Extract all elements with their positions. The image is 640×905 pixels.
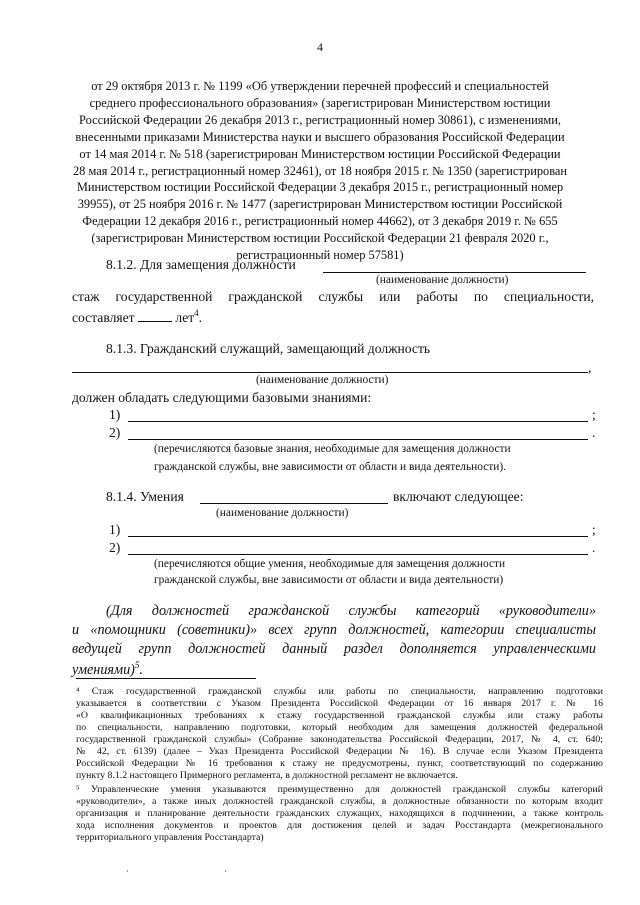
experience-period: . [198,310,203,325]
footnote-4-line: № 42, ст. 6139) (далее – Указ Президента Российской Федерации № 16). В случае если Указом Президента [76,746,603,757]
footnote-5 [76,784,603,844]
skills-item-1-line[interactable] [128,536,588,537]
footnote-4-line: ⁴ Стаж государственной гражданской службы или работы по специальности, направлению подготовки [76,686,603,697]
position-name-blank[interactable] [323,272,586,273]
position-comma: , [588,360,592,375]
managerial-note-period: . [139,662,143,678]
knowledge-item-1-line[interactable] [128,421,588,422]
skills-item-1-end: ; [592,522,596,537]
knowledge-item-1-number: 1) [109,407,121,422]
scan-mark: · [126,866,129,876]
skills-item-1-number: 1) [109,522,121,537]
base-knowledge-line: должен обладать следующими базовыми знаниями: [72,390,372,405]
footnote-4-line: пункту 8.1.2 настоящего Примерного регламента, в должностной регламент не включается. [76,770,458,781]
experience-years-line [72,308,202,326]
footnote-5-line: хода исполнения документов и проектов для достижения целей и задач Росстандарта (межрегионального [76,820,603,831]
skills-item-2-end: . [592,540,596,555]
footnote-4-line: «О квалификационных требованиях к стажу государственной гражданской службы или стажу работы [76,710,603,721]
intro-line: (зарегистрирован Министерством юстиции Российской Федерации 21 февраля 2020 г., [91,231,549,246]
scan-mark: · [224,866,227,876]
managerial-note-line-1: (Для должностей гражданской службы категорий «руководители» [106,603,596,619]
intro-line: 28 мая 2014 г., регистрационный номер 32461), от 18 ноября 2015 г. № 1350 (зарегистрирован [72,163,568,178]
footnote-5-line: ⁵ Управленческие умения указываются преимущественно для должностей гражданской службы категорий [76,784,603,795]
position-name-caption: (наименование должности) [256,374,389,386]
intro-line: среднего профессионального образования» (зарегистрирован Министерством юстиции [89,95,551,110]
section-8-1-3-label: 8.1.3. Гражданский служащий, замещающий должность [106,341,431,356]
position-name-line[interactable] [72,372,588,373]
footnote-5-line: территориального управления Росстандарта) [76,832,264,843]
position-name-caption: (наименование должности) [376,274,509,286]
footnote-ref-5[interactable]: 5 [134,660,140,670]
intro-line: от 14 мая 2014 г. № 518 (зарегистрирован Министерством юстиции Российской Федерации [79,146,561,161]
section-8-1-2-label: 8.1.2. Для замещения должности [106,257,296,272]
intro-line: регистрационный номер 57581) [236,248,404,263]
skills-note-2: гражданской службы, вне зависимости от области и вида деятельности) [154,574,504,586]
footnote-ref-4[interactable]: 4 [194,308,199,318]
footnote-4-line: указывается в соответствии с Указом Президента Российской Федерации от 16 января 2017 г. № 16 [76,698,603,709]
experience-after: лет [175,310,195,325]
knowledge-note-1: (перечисляются базовые знания, необходимые для замещения должности [154,443,511,455]
intro-line: Российской Федерации 26 декабря 2013 г., регистрационный номер 30861), с изменениями, [79,112,561,127]
knowledge-item-2-number: 2) [109,425,121,440]
footnote-5-line: организация и планирование деятельности гражданских служащих, находящихся в подчинении, а также контроль [76,808,603,819]
experience-line: стаж государственной гражданской службы или работы по специальности, [72,289,594,304]
experience-before: составляет [72,310,135,325]
footnote-5-line: «руководители», а также иных должностей гражданской службы, в должностные обязанности по которым входит [76,796,603,807]
knowledge-item-2-line[interactable] [128,439,588,440]
skills-include-text: включают следующее: [393,489,524,504]
managerial-note-line-3: ведущей групп должностей данный раздел дополняется управленческими [72,641,596,657]
skills-item-2-line[interactable] [128,554,588,555]
intro-line: внесенными приказами Министерства науки и высшего образования Российской Федерации [75,129,565,144]
managerial-note-line-4 [72,660,143,679]
footnote-4-line: Российской Федерации № 16 требования к стажу не предусмотрены, пункт, соответствующий по содержанию [76,758,603,769]
skills-note-1: (перечисляются общие умения, необходимые для замещения должности [154,558,506,570]
intro-paragraph [60,78,580,264]
section-8-1-4-label: 8.1.4. Умения [106,489,184,504]
knowledge-item-2-end: . [592,425,596,440]
skills-position-blank[interactable] [200,503,388,504]
page-number: 4 [317,40,323,54]
skills-item-2-number: 2) [109,540,121,555]
managerial-note-end: умениями) [72,662,135,678]
intro-line: 39955), от 25 ноября 2016 г. № 1477 (зарегистрирован Министерством юстиции Российской [77,197,563,212]
intro-line: от 29 октября 2013 г. № 1199 «Об утверждении перечней профессий и специальностей [91,79,549,93]
managerial-note-line-2: и «помощники (советники)» всех групп должностей, категории специалисты [72,622,596,638]
skills-position-caption: (наименование должности) [216,507,349,519]
intro-line: Министерством юстиции Российской Федерации 3 декабря 2015 г., регистрационный номер [76,180,564,195]
footnote-4-line: государственной гражданской службы» (Собрание законодательства Российской Федерации, 2017, № 4, ст. 640; [76,734,603,745]
knowledge-note-2: гражданской службы, вне зависимости от области и вида деятельности). [154,461,507,473]
footnote-4-line: по специальности, направлению подготовки, который необходим для замещения должностей федеральной [76,722,603,733]
footnote-separator [76,678,256,679]
years-blank[interactable] [138,311,172,322]
footnote-4 [76,686,603,782]
knowledge-item-1-end: ; [592,407,596,422]
intro-line: Федерации 12 декабря 2016 г., регистрационный номер 44662), от 3 декабря 2019 г. № 655 [82,214,558,229]
